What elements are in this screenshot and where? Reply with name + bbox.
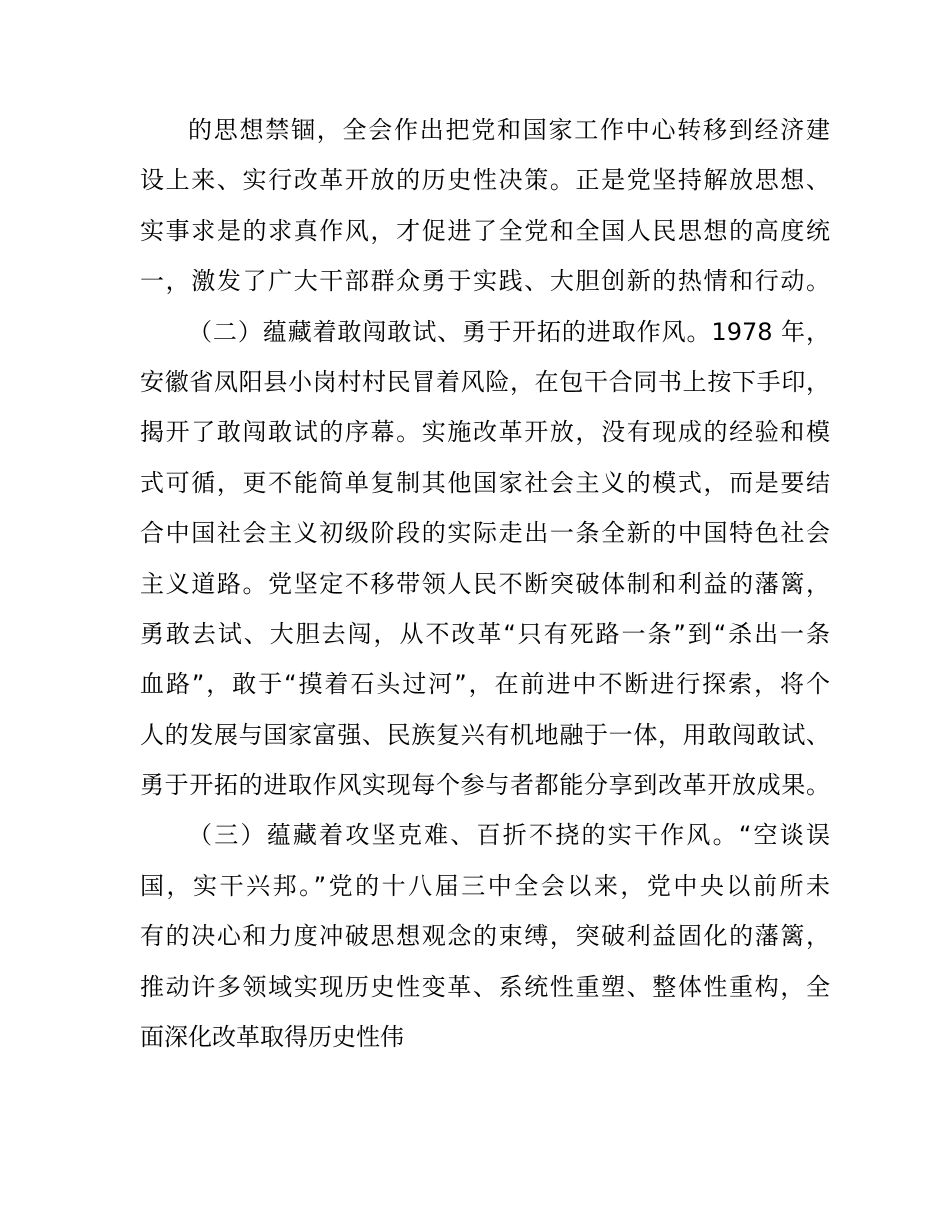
text-line: 揭开了敢闯敢试的序幕。实施改革开放，没有现成的经验和模 xyxy=(140,418,830,447)
paragraph-3 xyxy=(140,810,830,1062)
text-line: （二）蕴藏着敢闯敢试、勇于开拓的进取作风。1978 年， xyxy=(188,317,830,346)
text-line: 的思想禁锢，全会作出把党和国家工作中心转移到经济建 xyxy=(188,116,830,144)
text-line: 实事求是的求真作风，才促进了全党和全国人民思想的高度统 xyxy=(140,216,830,245)
text-line: 国，实干兴邦。”党的十八届三中全会以来，党中央以前所未 xyxy=(140,871,830,900)
text-line: 式可循，更不能简单复制其他国家社会主义的模式，而是要结 xyxy=(140,468,830,497)
text-line: 安徽省凤阳县小岗村村民冒着风险，在包干合同书上按下手印， xyxy=(140,367,830,396)
text-line: 主义道路。党坚定不移带领人民不断突破体制和利益的藩篱， xyxy=(140,569,830,598)
text-line: 人的发展与国家富强、民族复兴有机地融于一体，用敢闯敢试、 xyxy=(140,720,830,749)
text-line: 勇敢去试、大胆去闯，从不改革“只有死路一条”到“杀出一条 xyxy=(140,619,830,648)
document-body xyxy=(140,105,830,1062)
text-line: 一，激发了广大干部群众勇于实践、大胆创新的热情和行动。 xyxy=(140,267,830,296)
paragraph-2 xyxy=(140,307,830,811)
text-line: 推动许多领域实现历史性变革、系统性重塑、整体性重构，全 xyxy=(140,972,830,1001)
text-line: 设上来、实行改革开放的历史性决策。正是党坚持解放思想、 xyxy=(140,166,830,195)
paragraph-1 xyxy=(140,105,830,307)
text-line: 血路”，敢于“摸着石头过河”，在前进中不断进行探索，将个 xyxy=(140,670,830,699)
text-line: （三）蕴藏着攻坚克难、百折不挠的实干作风。“空谈误 xyxy=(188,821,830,850)
text-line: 有的决心和力度冲破思想观念的束缚，突破利益固化的藩篱， xyxy=(140,922,830,951)
text-line: 面深化改革取得历史性伟 xyxy=(140,1023,404,1052)
text-line: 勇于开拓的进取作风实现每个参与者都能分享到改革开放成果。 xyxy=(140,771,830,800)
text-line: 合中国社会主义初级阶段的实际走出一条全新的中国特色社会 xyxy=(140,519,830,548)
